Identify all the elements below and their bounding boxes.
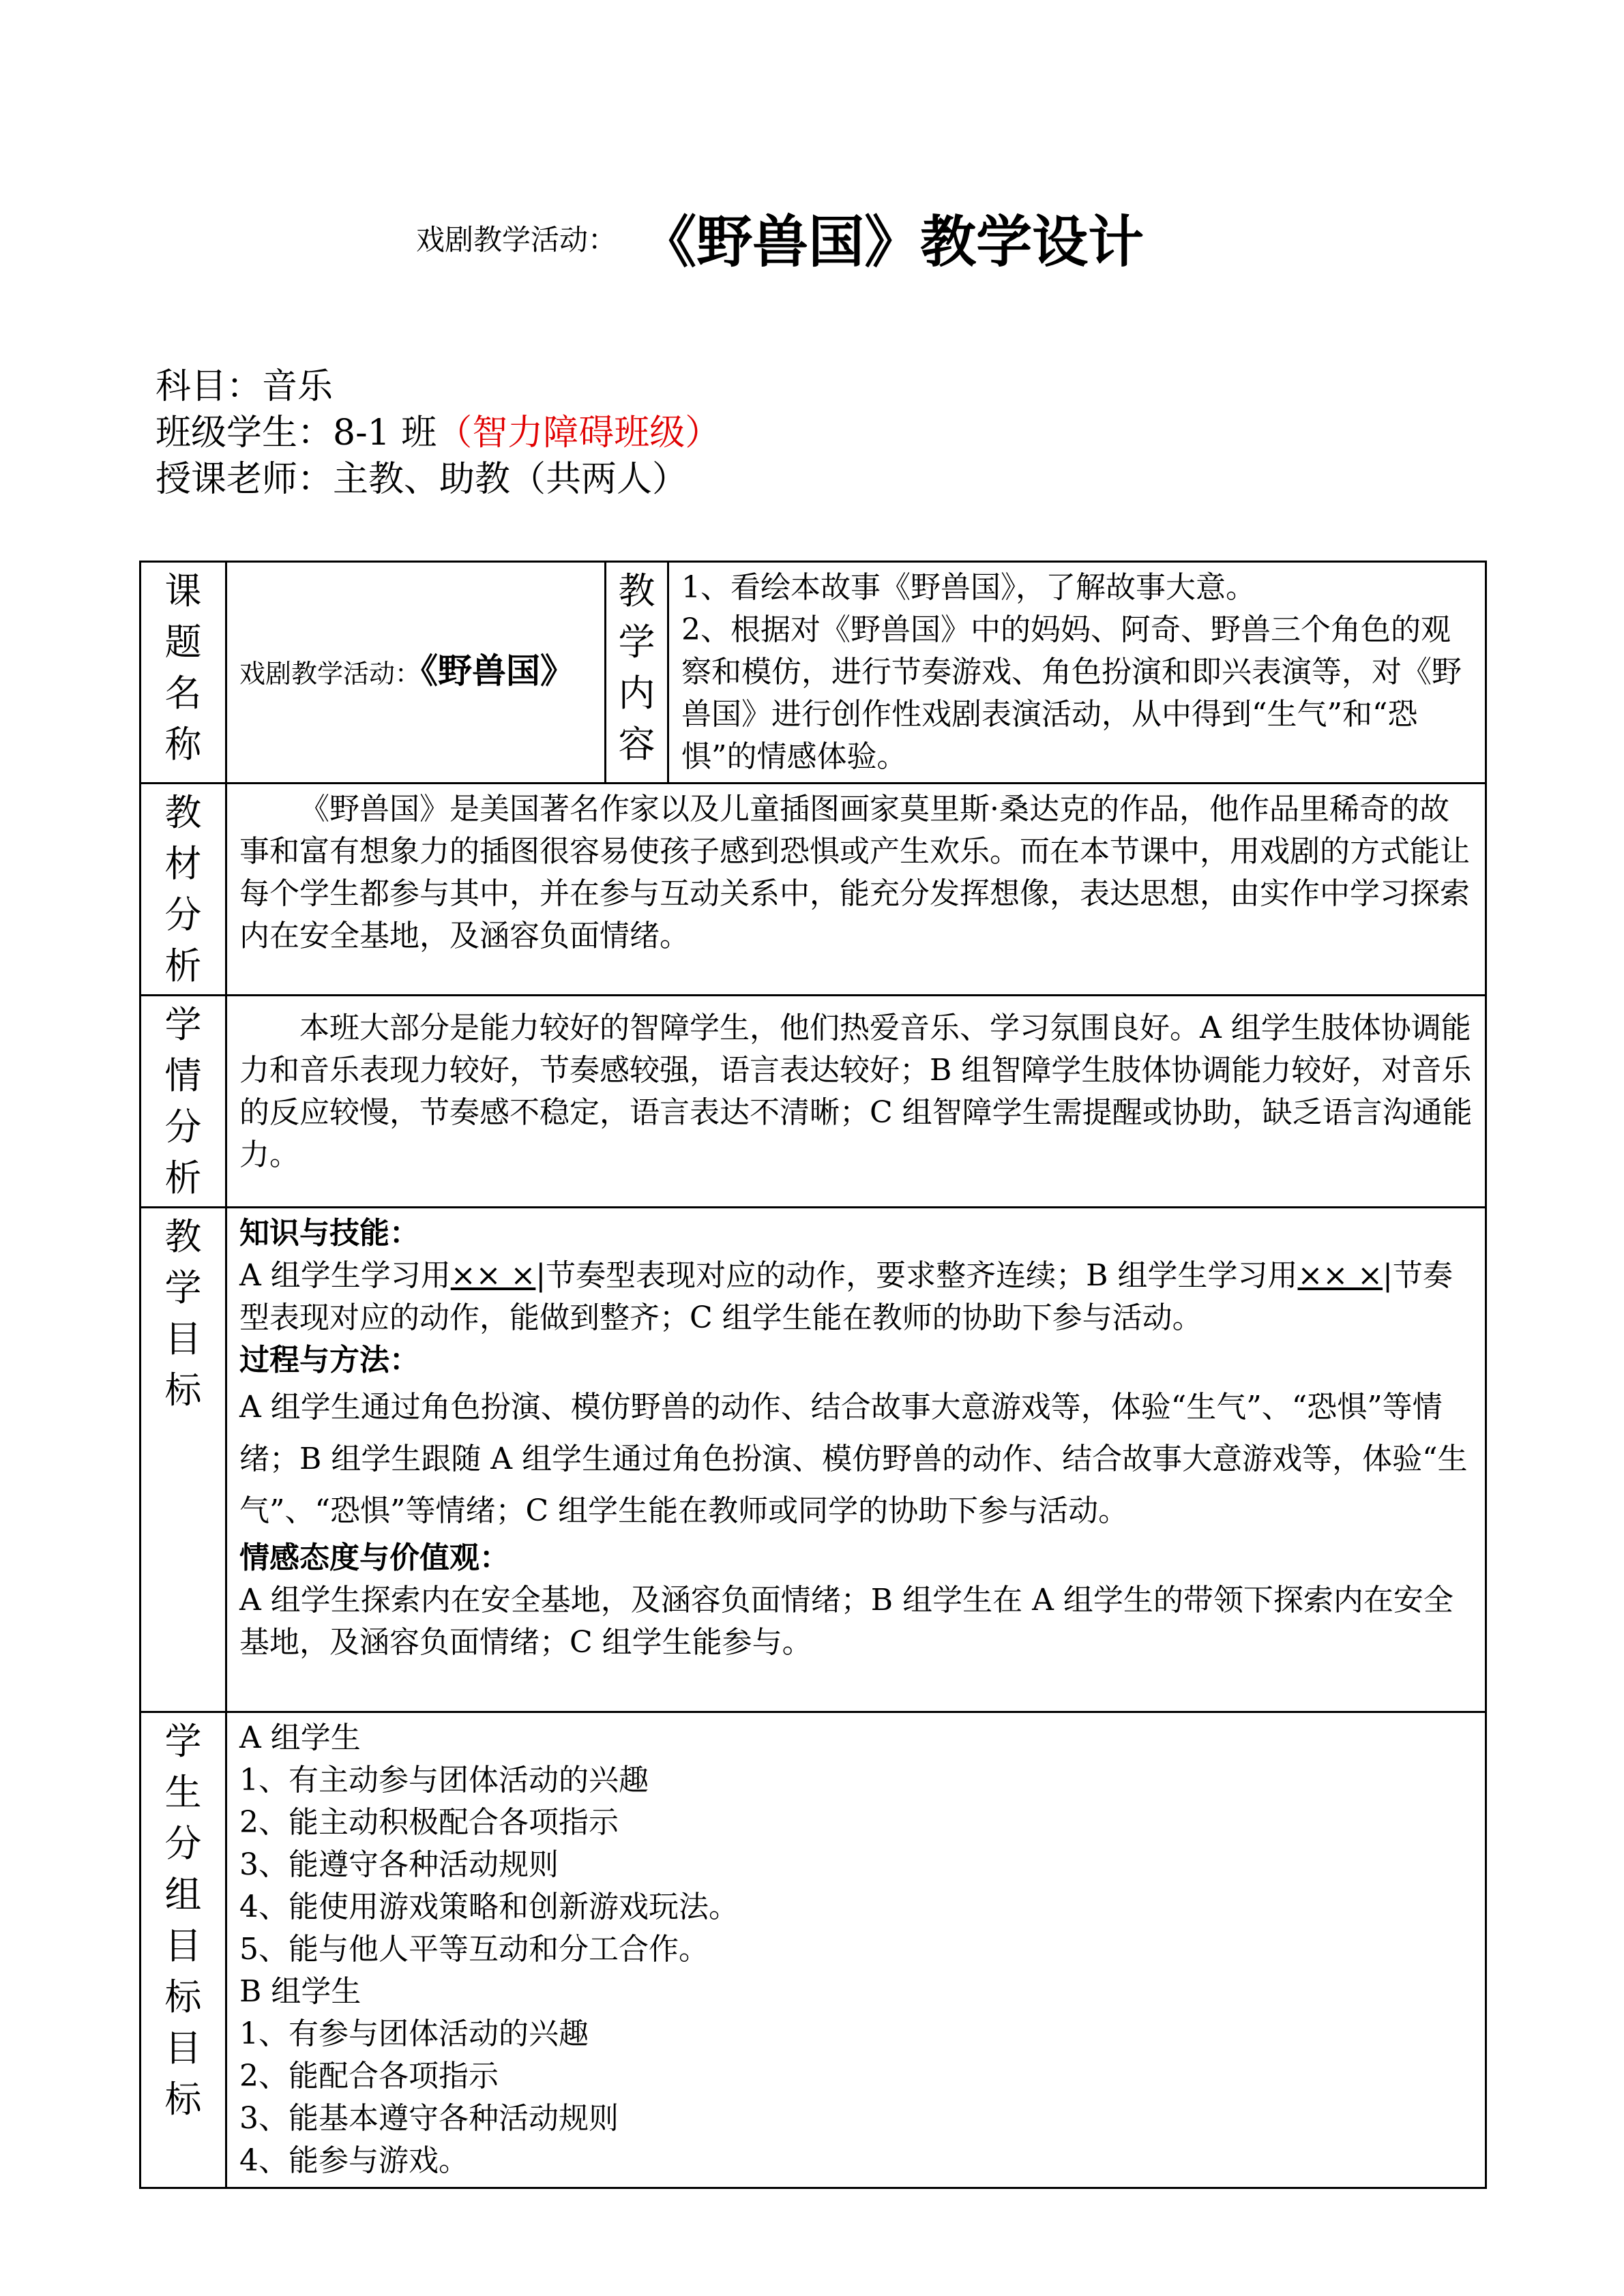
- knowledge-a-pre: A 组学生学习用: [239, 1258, 451, 1293]
- subject-line: 科目：音乐: [156, 366, 334, 407]
- cell-objectives: [226, 1208, 1486, 1712]
- row-objectives: [141, 1208, 1486, 1712]
- row-student-analysis: [141, 996, 1486, 1208]
- cell-content-head: [606, 562, 668, 784]
- objectives-head-text: 教学目标: [164, 1215, 202, 1412]
- group-line: 1、有主动参与团体活动的兴趣: [239, 1763, 649, 1798]
- cell-objectives-head: [141, 1208, 226, 1712]
- title-main: 《野兽国》教学设计: [640, 209, 1145, 275]
- class-line: [156, 410, 720, 456]
- emotion-title: 情感态度与价值观：: [239, 1540, 510, 1575]
- cell-material-head: [141, 784, 226, 996]
- topic-big-text: 《野兽国》: [421, 651, 575, 691]
- cell-content: [668, 562, 1486, 784]
- rhythm-pattern-a: ×× ×: [450, 1258, 536, 1293]
- title-prefix: 戏剧教学活动：: [416, 222, 617, 256]
- teacher-line: 授课老师：主教、助教（共两人）: [156, 459, 688, 500]
- material-text: 《野兽国》是美国著名作家以及儿童插图画家莫里斯·桑达克的作品，他作品里稀奇的故事和富有想象力的插图很容易使孩子感到恐惧或产生欢乐。而在本节课中，用戏剧的方式能让每个学生都参与其中，并在参与互动关系中，能充分发挥想像，表达思想，由实作中学习探索内在安全基地，及涵容负面情绪。: [239, 792, 1470, 953]
- topic-head-text: 课题名称: [164, 569, 202, 766]
- student-text: 本班大部分是能力较好的智障学生，他们热爱音乐、学习氛围良好。A 组学生肢体协调能力和音乐表现力较好，节奏感较强，语言表达较好；B 组智障学生肢体协调能力较好，对音乐的反应较慢，节奏感不稳定，语言表达不清晰；C 组智障学生需提醒或协助，缺乏语言沟通能力。: [239, 1011, 1473, 1172]
- process-title: 过程与方法：: [239, 1343, 419, 1377]
- group-line: B 组学生: [239, 1974, 361, 2009]
- row-topic: [141, 562, 1486, 784]
- student-head-text: 学情分析: [164, 1003, 202, 1199]
- row-group-goals: [141, 1712, 1486, 2188]
- row-material-analysis: [141, 784, 1486, 996]
- cell-topic-head: [141, 562, 226, 784]
- group-line: 3、能基本遵守各种活动规则: [239, 2101, 619, 2136]
- emotion-text: A 组学生探索内在安全基地，及涵容负面情绪；B 组学生在 A 组学生的带领下探索内在安全基地，及涵容负面情绪；C 组学生能参与。: [239, 1583, 1453, 1660]
- group-line: 4、能参与游戏。: [239, 2143, 469, 2178]
- process-text: A 组学生通过角色扮演、模仿野兽的动作、结合故事大意游戏等，体验“生气”、“恐惧”等情绪；B 组学生跟随 A 组学生通过角色扮演、模仿野兽的动作、结合故事大意游戏等，体验“生气”、“恐惧”等情绪；C 组学生能在教师或同学的协助下参与活动。: [239, 1390, 1468, 1528]
- cell-student-text: [226, 996, 1486, 1208]
- content-head-text: 教学内容: [618, 569, 655, 766]
- knowledge-b-post: |节奏型表现对应的动作，能做到整齐；C 组学生能在教师的协助下参与活动。: [239, 1258, 1453, 1335]
- knowledge-text: [239, 1255, 1473, 1339]
- knowledge-a-post: |节奏型表现对应的动作，要求整齐连续；B 组学生学习用: [535, 1258, 1298, 1293]
- group-line: 1、有参与团体活动的兴趣: [239, 2016, 589, 2051]
- material-head-text: 教材分析: [164, 791, 202, 987]
- cell-topic-name: [226, 562, 606, 784]
- group-line: 2、能配合各项指示: [239, 2059, 499, 2093]
- cell-material-text: [226, 784, 1486, 996]
- topic-small-text: 戏剧教学活动：: [239, 659, 422, 689]
- content-line-1: 1、看绘本故事《野兽国》，了解故事大意。: [681, 570, 1256, 605]
- content-line-2: 2、根据对《野兽国》中的妈妈、阿奇、野兽三个角色的观察和模仿，进行节奏游戏、角色扮演和即兴表演等，对《野兽国》进行创作性戏剧表演活动，从中得到“生气”和“恐惧”的情感体验。: [681, 612, 1462, 774]
- group-line: A 组学生: [239, 1720, 361, 1755]
- group-head-text: 学生分组目标目标: [164, 1720, 202, 2121]
- course-info: [156, 363, 720, 503]
- knowledge-title: 知识与技能：: [239, 1216, 419, 1251]
- cell-student-head: [141, 996, 226, 1208]
- rhythm-pattern-b: ×× ×: [1297, 1258, 1383, 1293]
- document-title: [416, 198, 1144, 278]
- cell-group-head: [141, 1712, 226, 2188]
- group-line: 5、能与他人平等互动和分工合作。: [239, 1932, 709, 1967]
- group-line: 4、能使用游戏策略和创新游戏玩法。: [239, 1890, 739, 1924]
- group-line: 2、能主动积极配合各项指示: [239, 1805, 619, 1840]
- cell-group-goals: [226, 1712, 1486, 2188]
- class-note: （智力障碍班级）: [437, 413, 721, 453]
- lesson-plan-table: [139, 561, 1487, 2189]
- group-line: 3、能遵守各种活动规则: [239, 1847, 559, 1882]
- class-label: 班级学生：8-1 班: [156, 413, 437, 453]
